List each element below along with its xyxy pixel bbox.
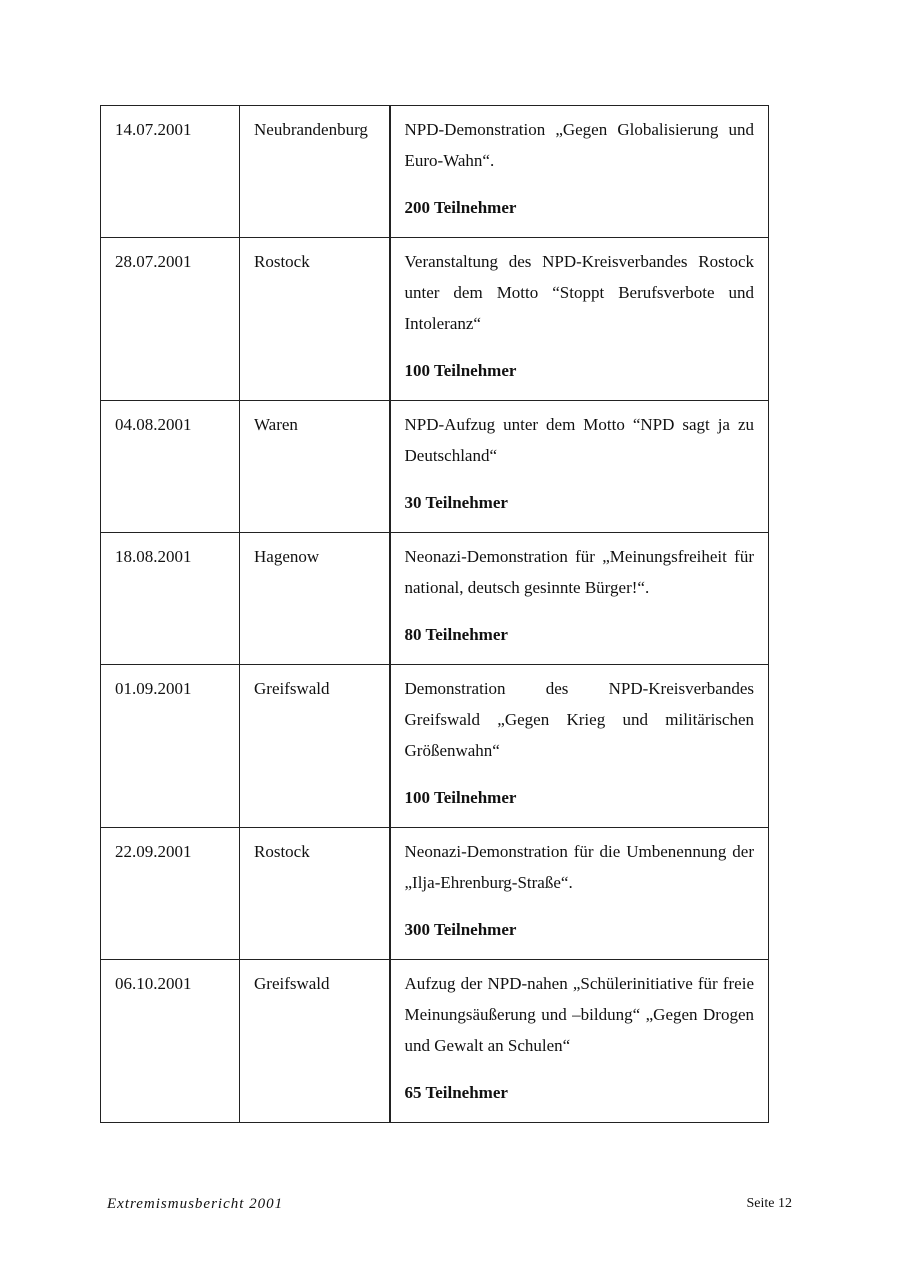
event-place: Rostock — [240, 238, 390, 401]
event-place: Hagenow — [240, 533, 390, 665]
event-date: 18.08.2001 — [101, 533, 240, 665]
event-description-cell — [390, 665, 769, 828]
event-description-cell — [390, 533, 769, 665]
event-description-cell — [390, 401, 769, 533]
footer-report-title: Extremismusbericht 2001 — [107, 1196, 284, 1212]
participant-count: 65 Teilnehmer — [404, 1083, 508, 1102]
event-place: Neubrandenburg — [240, 106, 390, 238]
event-description-cell — [390, 106, 769, 238]
footer-page-number: Seite 12 — [746, 1196, 792, 1211]
event-description: Neonazi-Demonstration für die Umbenennung der „Ilja-Ehrenburg-Straße“. — [404, 842, 754, 892]
participant-count: 100 Teilnehmer — [404, 361, 517, 380]
participant-count: 300 Teilnehmer — [404, 920, 517, 939]
table-row — [101, 828, 769, 960]
table-row — [101, 665, 769, 828]
event-description-cell — [390, 828, 769, 960]
table-row — [101, 106, 769, 238]
event-date: 14.07.2001 — [101, 106, 240, 238]
events-table — [100, 105, 769, 1123]
participant-count: 80 Teilnehmer — [404, 625, 508, 644]
event-description: Neonazi-Demonstration für „Meinungsfreiheit für national, deutsch gesinnte Bürger!“. — [404, 547, 754, 597]
event-description-cell — [390, 238, 769, 401]
event-description: NPD-Aufzug unter dem Motto “NPD sagt ja zu Deutschland“ — [404, 415, 754, 465]
table-row — [101, 533, 769, 665]
event-date: 04.08.2001 — [101, 401, 240, 533]
event-place: Rostock — [240, 828, 390, 960]
event-place: Greifswald — [240, 960, 390, 1123]
event-description: Demonstration des NPD-Kreisverbandes Greifswald „Gegen Krieg und militärischen Größenwahn“ — [404, 679, 754, 760]
event-date: 22.09.2001 — [101, 828, 240, 960]
event-date: 28.07.2001 — [101, 238, 240, 401]
event-place: Waren — [240, 401, 390, 533]
event-description: Veranstaltung des NPD-Kreisverbandes Rostock unter dem Motto “Stoppt Berufsverbote und Intoleranz“ — [404, 252, 754, 333]
participant-count: 100 Teilnehmer — [404, 788, 517, 807]
table-row — [101, 238, 769, 401]
event-description: Aufzug der NPD-nahen „Schülerinitiative für freie Meinungsäußerung und –bildung“ „Gegen Drogen und Gewalt an Schulen“ — [404, 974, 754, 1055]
event-place: Greifswald — [240, 665, 390, 828]
table-row — [101, 401, 769, 533]
event-description-cell — [390, 960, 769, 1123]
event-description: NPD-Demonstration „Gegen Globalisierung und Euro-Wahn“. — [404, 120, 754, 170]
participant-count: 30 Teilnehmer — [404, 493, 508, 512]
event-date: 01.09.2001 — [101, 665, 240, 828]
event-date: 06.10.2001 — [101, 960, 240, 1123]
participant-count: 200 Teilnehmer — [404, 198, 517, 217]
table-row — [101, 960, 769, 1123]
